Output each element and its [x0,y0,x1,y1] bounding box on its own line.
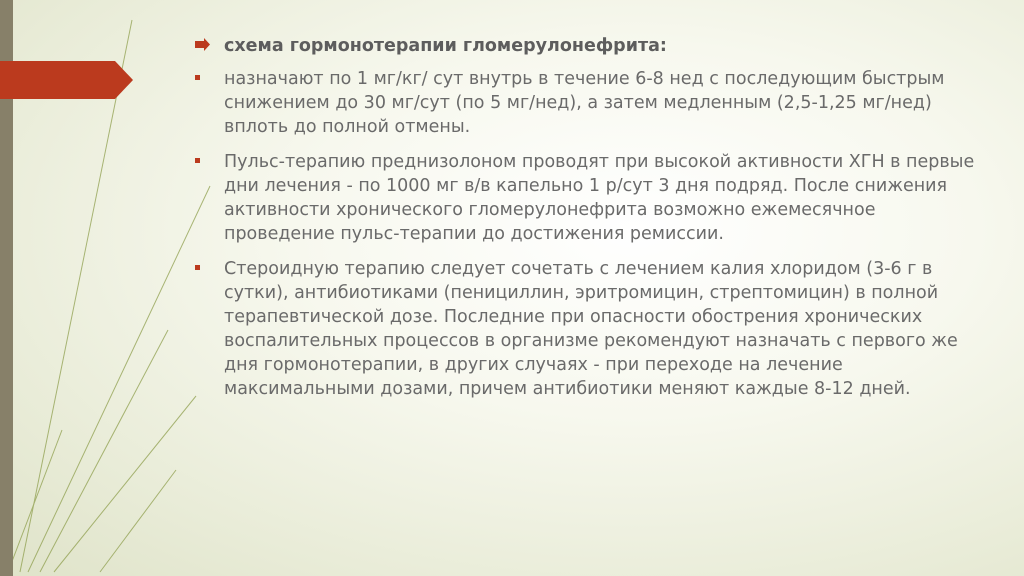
square-bullet-icon [194,150,212,174]
bullet-item [194,150,984,246]
slide-content [194,34,984,554]
bullet-item-heading [194,34,984,58]
square-bullet-icon [194,67,212,91]
bullet-text: Пульс-терапию преднизолоном проводят при высокой активности ХГН в первые дни лечения - по 1000 мг в/в капельно 1 р/сут 3 дня подряд. После снижения активности хронического гломерулонефрита возможно ежемесячное проведение пульс-терапии до достижения ремиссии. [224,152,975,244]
arrow-bullet-icon [194,34,212,58]
decorative-lines [8,20,210,572]
accent-pentagon [0,61,133,99]
bullet-item [194,67,984,139]
bullet-text: назначают по 1 мг/кг/ сут внутрь в течение 6-8 нед с последующим быстрым снижением до 30 мг/сут (по 5 мг/нед), а затем медленным (2,5-1,25 мг/нед) вплоть до полной отмены. [224,69,945,137]
square-bullet-icon [194,257,212,281]
bullet-text: схема гормонотерапии гломерулонефрита: [224,36,667,56]
bullet-item [194,257,984,401]
bullet-text: Стероидную терапию следует сочетать с лечением калия хлоридом (3-6 г в сутки), антибиотиками (пенициллин, эритромицин, стрептомицин) в полной терапевтической дозе. Последние при опасности обострения хронических воспалительных процессов в организме рекомендуют назначать с первого же дня гормонотерапии, в других случаях - при переходе на лечение максимальными дозами, причем антибиотики меняют каждые 8-12 дней. [224,259,958,399]
bullet-list [194,34,984,401]
